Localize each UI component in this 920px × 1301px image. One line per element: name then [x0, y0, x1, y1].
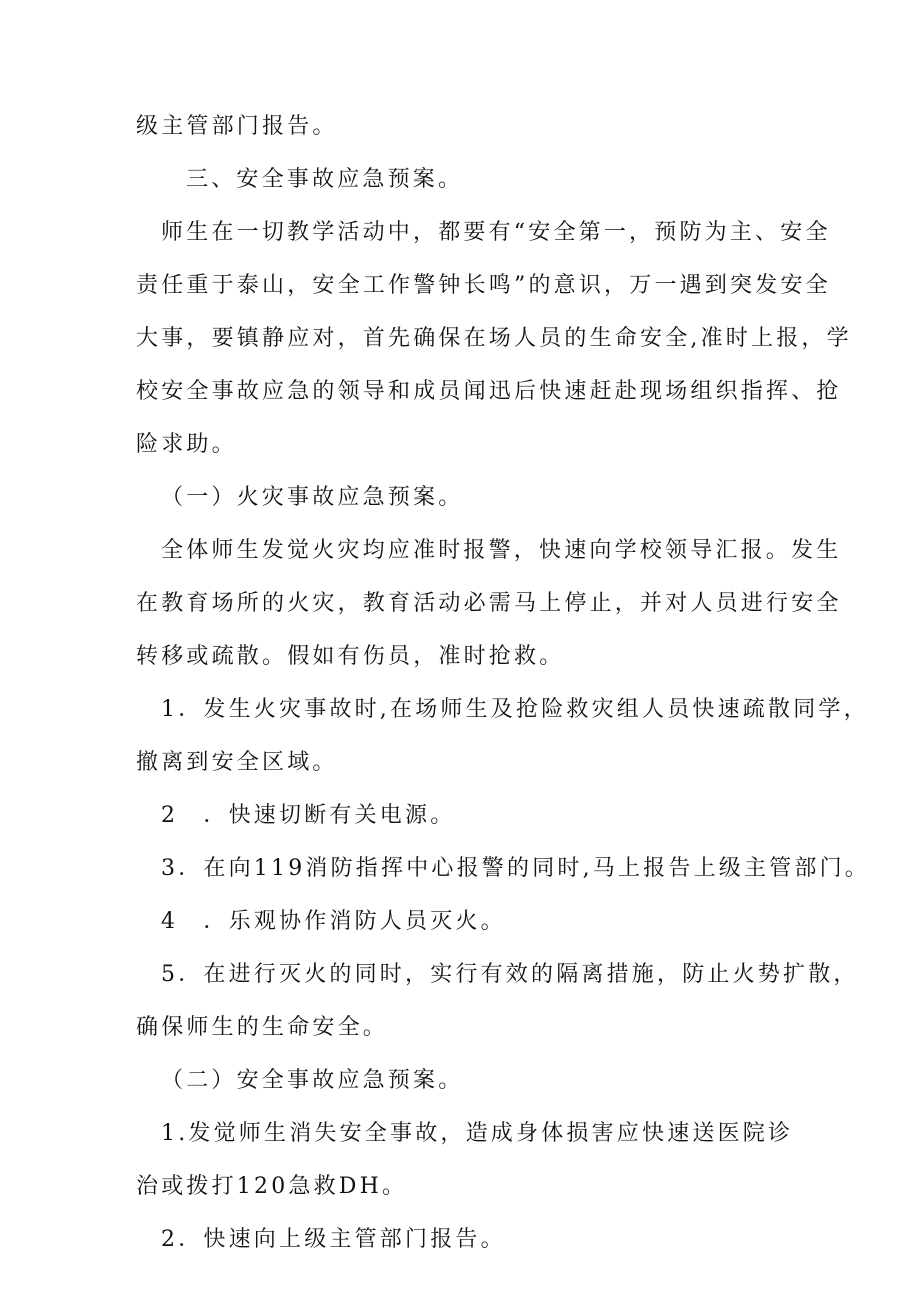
text-line: 全体师生发觉火灾均应准时报警，快速向学校领导汇报。发生: [161, 538, 842, 563]
list-item: 1．发生火灾事故时,在场师生及抢险救灾组人员快速疏散同学，: [161, 697, 869, 722]
text-line: 险求助。: [136, 432, 237, 457]
subsection-heading: （二）安全事故应急预案。: [161, 1068, 464, 1093]
list-item: 2 ．快速切断有关电源。: [161, 803, 456, 828]
text-line: 确保师生的生命安全。: [136, 1015, 389, 1040]
text-line: 校安全事故应急的领导和成员闻迅后快速赶赴现场组织指挥、抢: [136, 379, 842, 404]
text-line: 责任重于泰山，安全工作警钟长鸣”的意识，万一遇到突发安全: [136, 273, 831, 298]
list-item: 4 ．乐观协作消防人员灭火。: [161, 909, 506, 934]
list-item: 1.发觉师生消失安全事故，造成身体损害应快速送医院诊: [161, 1121, 794, 1146]
subsection-heading: （一）火灾事故应急预案。: [161, 485, 464, 510]
section-heading: 三、安全事故应急预案。: [186, 167, 464, 192]
list-item: 5．在进行灭火的同时，实行有效的隔离措施，防止火势扩散，: [161, 962, 859, 987]
text-line: 转移或疏散。假如有伤员，准时抢救。: [136, 644, 565, 669]
text-line: 撤离到安全区域。: [136, 750, 338, 775]
list-item: 2．快速向上级主管部门报告。: [161, 1227, 506, 1252]
list-item: 3．在向119消防指挥中心报警的同时,马上报告上级主管部门。: [161, 856, 870, 881]
text-line: 级主管部门报告。: [136, 114, 338, 139]
text-line: 在教育场所的火灾，教育活动必需马上停止，并对人员进行安全: [136, 591, 842, 616]
text-line: 治或拨打120急救DH。: [136, 1174, 408, 1199]
text-line: 师生在一切教学活动中，都要有“安全第一，预防为主、安全: [161, 220, 831, 245]
text-line: 大事，要镇静应对，首先确保在场人员的生命安全,准时上报，学: [136, 326, 852, 351]
